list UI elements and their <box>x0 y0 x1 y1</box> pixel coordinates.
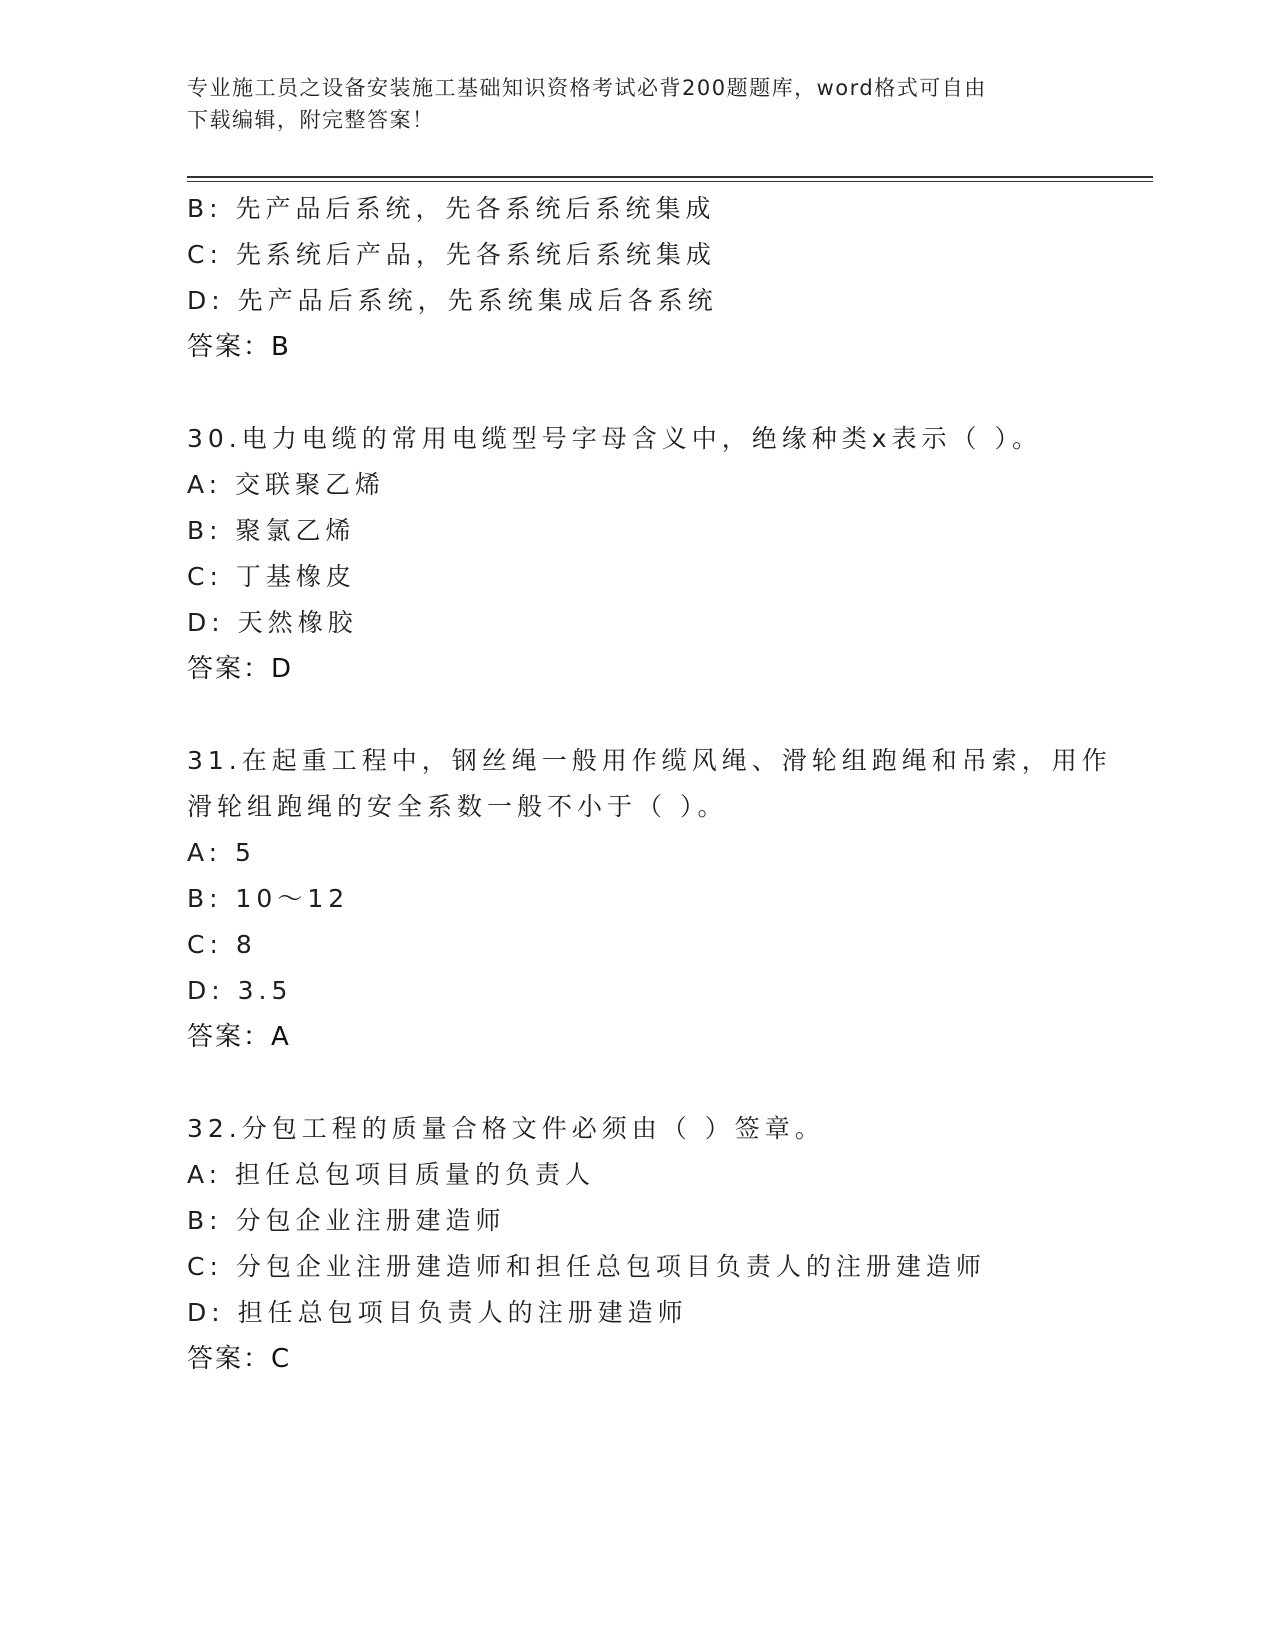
header-divider <box>187 176 1153 178</box>
option-a: A: 交联聚乙烯 <box>187 470 386 499</box>
option-b: B: 分包企业注册建造师 <box>187 1206 506 1235</box>
question-text-line-2: 滑轮组跑绳的安全系数一般不小于（ ）。 <box>187 792 728 821</box>
question-32-block <box>187 1106 1087 1382</box>
option-d: D: 3.5 <box>187 976 293 1005</box>
answer-line: 答案：C <box>187 1344 292 1374</box>
option-c: C: 先系统后产品，先各系统后系统集成 <box>187 240 716 269</box>
option-b: B: 10～12 <box>187 884 350 913</box>
header-line-2: 下载编辑，附完整答案！ <box>187 108 435 132</box>
option-b: B: 先产品后系统，先各系统后系统集成 <box>187 194 716 223</box>
spacer <box>187 1060 1087 1106</box>
option-d: D: 担任总包项目负责人的注册建造师 <box>187 1298 688 1327</box>
option-d: D: 先产品后系统，先系统集成后各系统 <box>187 286 718 315</box>
question-text-line-1: 31.在起重工程中，钢丝绳一般用作缆风绳、滑轮组跑绳和吊索，用作 <box>187 746 1112 775</box>
spacer <box>187 692 1087 738</box>
answer-line: 答案：D <box>187 654 294 684</box>
option-a: A: 5 <box>187 838 256 867</box>
option-c: C: 丁基橡皮 <box>187 562 356 591</box>
option-d: D: 天然橡胶 <box>187 608 358 637</box>
spacer <box>187 370 1087 416</box>
header-divider-thin <box>187 181 1153 182</box>
option-a: A: 担任总包项目质量的负责人 <box>187 1160 596 1189</box>
header-line-1: 专业施工员之设备安装施工基础知识资格考试必背200题题库，word格式可自由 <box>187 76 987 100</box>
option-c: C: 分包企业注册建造师和担任总包项目负责人的注册建造师 <box>187 1252 986 1281</box>
question-text: 32.分包工程的质量合格文件必须由（ ）签章。 <box>187 1114 825 1143</box>
answer-line: 答案：B <box>187 332 291 362</box>
answer-line: 答案：A <box>187 1022 291 1052</box>
question-29-block <box>187 186 1087 370</box>
question-31-block <box>187 738 1112 1060</box>
question-list <box>187 186 1112 1382</box>
option-c: C: 8 <box>187 930 257 959</box>
question-30-block <box>187 416 1087 692</box>
document-header <box>187 72 1067 136</box>
question-text: 30.电力电缆的常用电缆型号字母含义中，绝缘种类x表示（ ）。 <box>187 424 1043 453</box>
option-b: B: 聚氯乙烯 <box>187 516 356 545</box>
